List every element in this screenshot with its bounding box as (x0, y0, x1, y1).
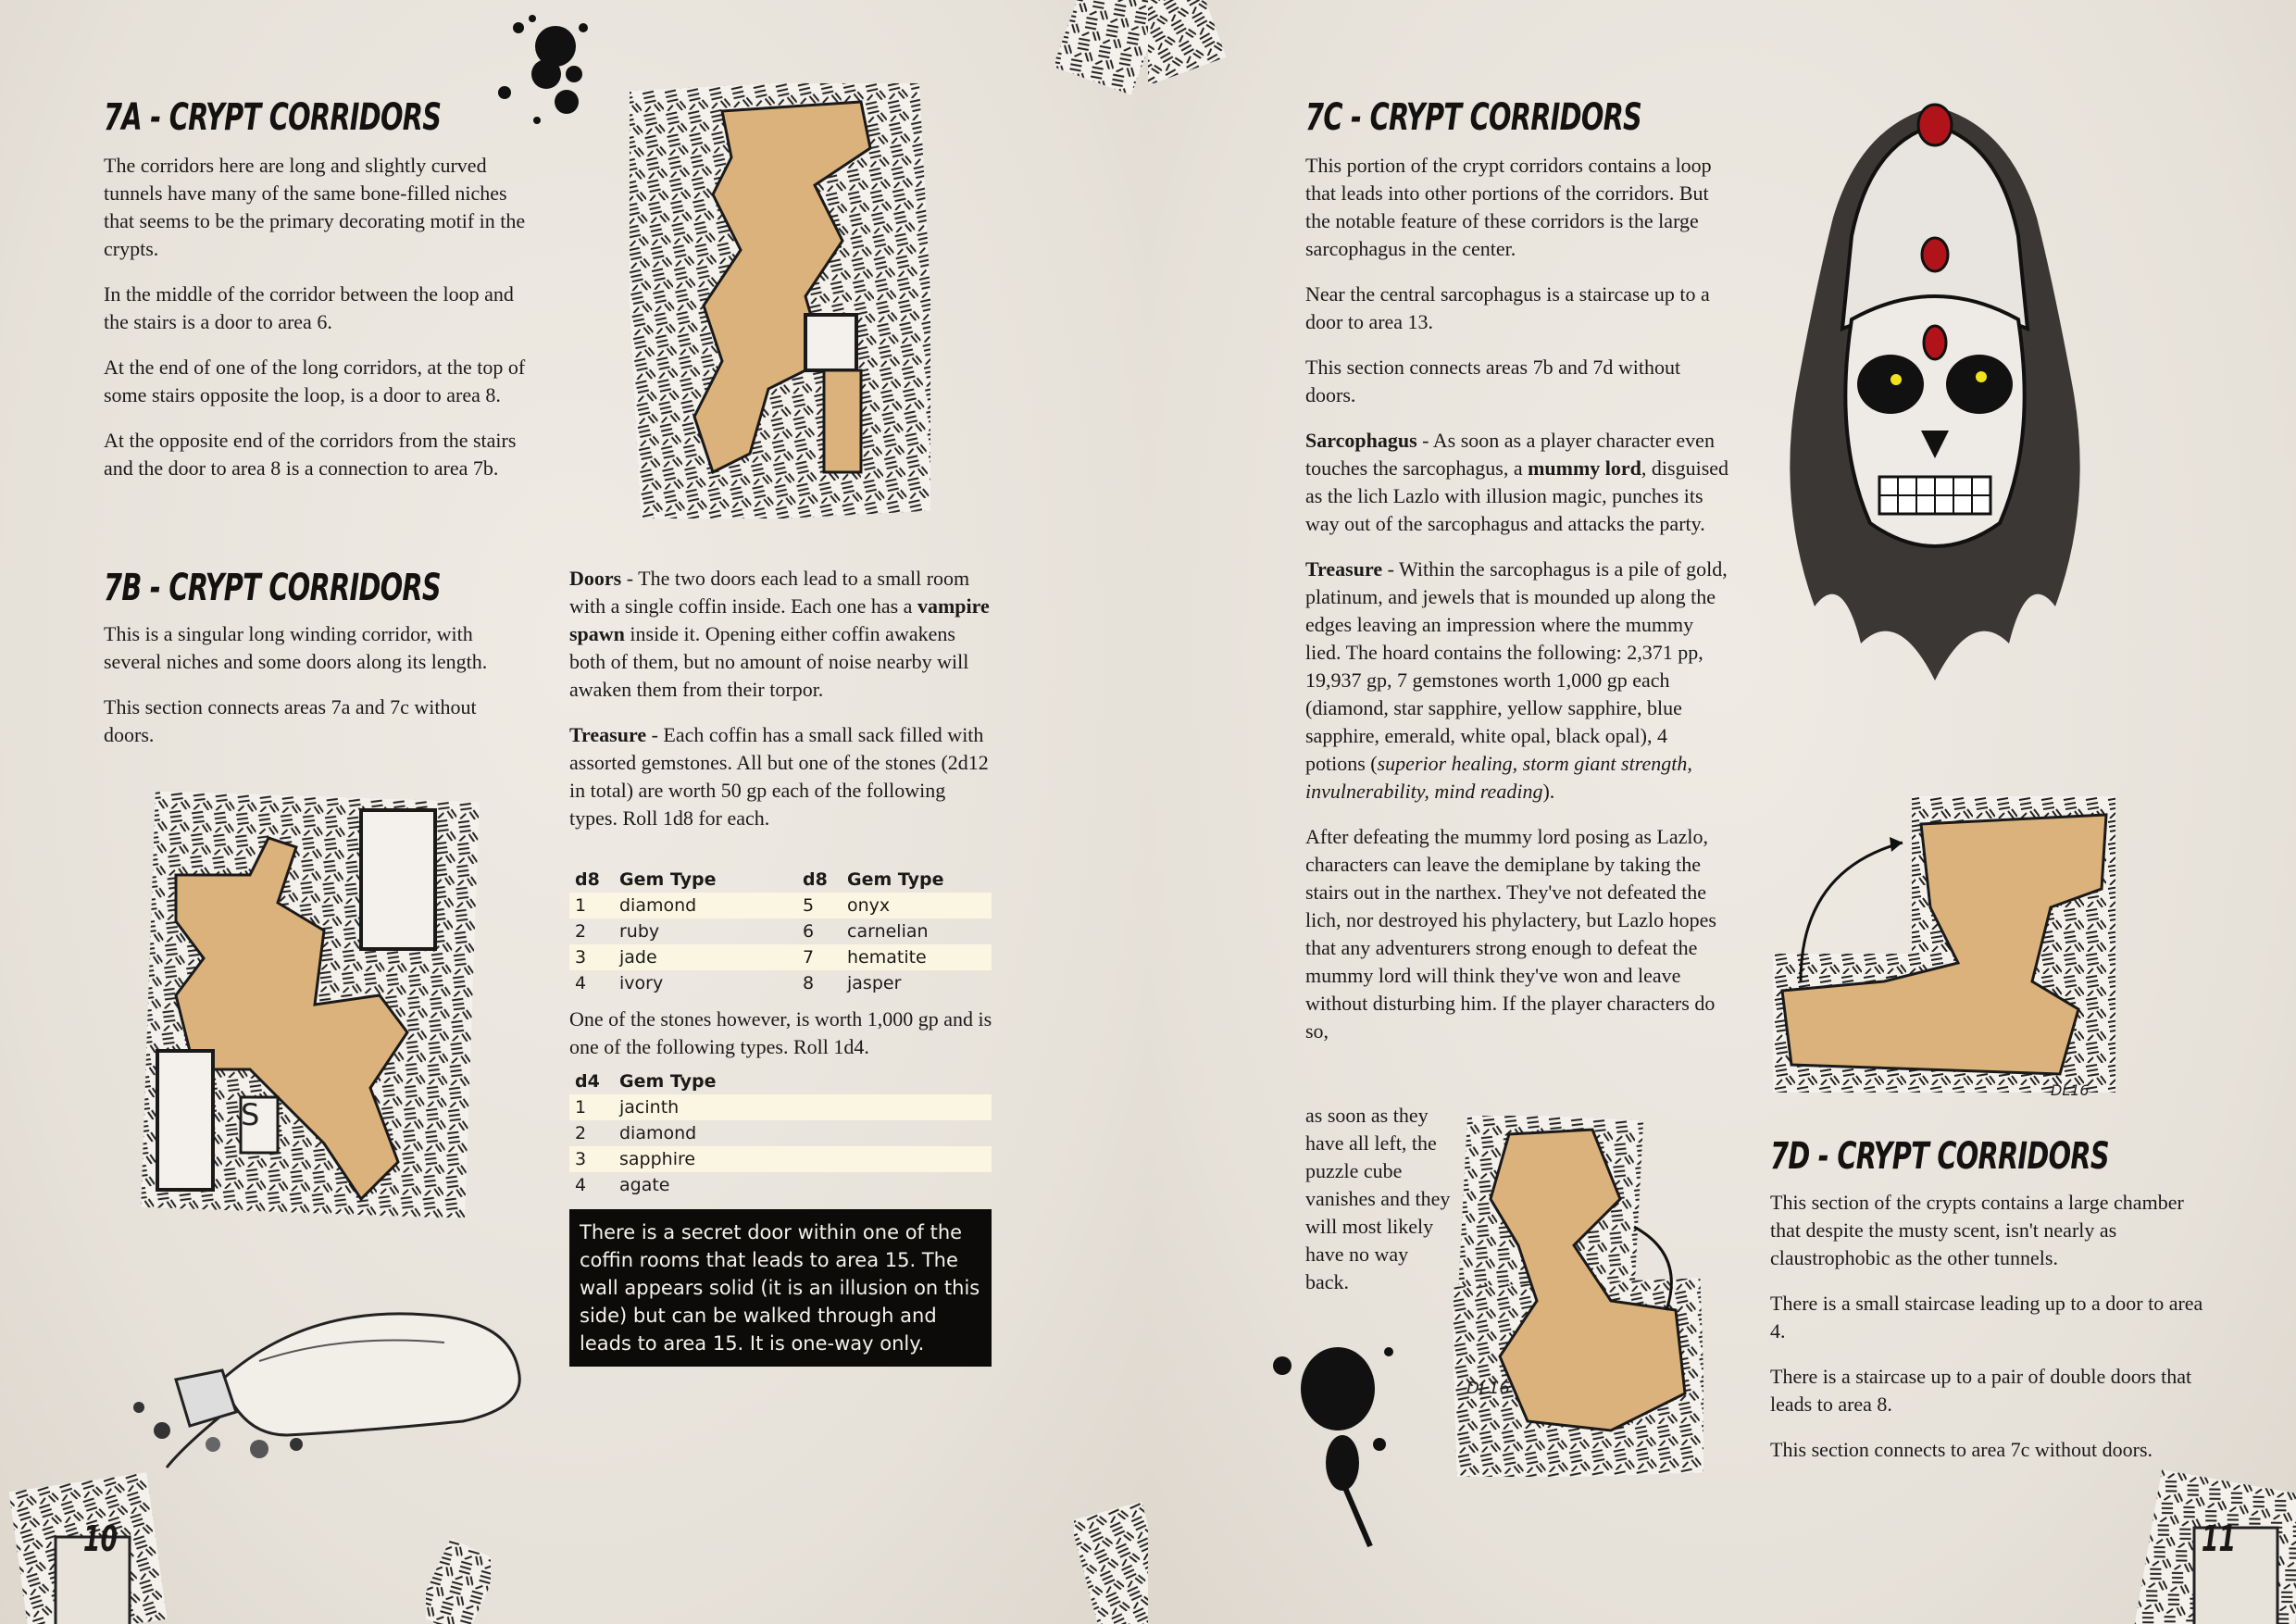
treasure-text-after: ). (1542, 780, 1555, 803)
sarcophagus-paragraph (1305, 427, 1731, 538)
treasure-paragraph (569, 721, 995, 832)
corner-hatch-ornament (1055, 0, 1148, 102)
paragraph: This is a singular long winding corridor, with several niches and some doors along its length. (104, 622, 488, 673)
treasure-text: - Within the sarcophagus is a pile of gold, platinum, and jewels that is mounded up along the edges leaving an impression where the mummy lied. The hoard contains the following: 2,371 pp, 19,937 gp, 7 gemstones worth 1,000 gp each (diamond, star sapphire, yellow sapphire, blue sapphire, emerald, white opal, black opal), 4 potions ( (1305, 557, 1728, 775)
sarcophagus-text: - As soon as a player character even touches the sarcophagus, a (1305, 429, 1715, 480)
map-7c (1454, 1116, 1703, 1477)
section-7d-heading: 7D - CRYPT CORRIDORS (1770, 1135, 2109, 1178)
gem-table-d4 (569, 1068, 992, 1198)
doors-label: Doors (569, 567, 622, 590)
ink-splatter-bottom (1268, 1324, 1407, 1565)
section-7a-text (104, 152, 530, 500)
treasure-label: Treasure (1305, 557, 1383, 581)
secret-door-callout: There is a secret door within one of the coffin rooms that leads to area 15. The wall appears solid (it is an illusion on this side) but can be walked through and leads to area 15. It is one-way only. (569, 1209, 992, 1367)
sarcophagus-text-after: , disguised as the lich Lazlo with illusion magic, punches its way out of the sarcophagus and attacks the party. (1305, 456, 1729, 535)
map-7a (630, 83, 930, 518)
table-header: d4 (575, 1071, 600, 1092)
table-row: 3 jade 7 hematite (569, 944, 992, 970)
map-7b (139, 792, 481, 1218)
table-row: 2 ruby 6 carnelian (575, 921, 929, 942)
potion-list: superior healing, storm giant strength, invulnerability, mind reading (1305, 752, 1692, 803)
treasure-label: Treasure (569, 723, 647, 746)
right-page (1148, 0, 2296, 1624)
section-7c-heading: 7C - CRYPT CORRIDORS (1305, 96, 1642, 139)
after-defeat-paragraph: After defeating the mummy lord posing as Lazlo, characters can leave the demiplane by taking the stairs out in the narthex. They've not defeated the lich, nor destroyed his phylactery, but Lazlo hopes that any adventurers strong enough to defeat the mummy lord will think they've won and leave without disturbing him. If the player characters do so, (1305, 825, 1716, 1043)
table-row: 2 diamond (575, 1123, 697, 1143)
paragraph: Near the central sarcophagus is a staircase up to a door to area 13. (1305, 282, 1710, 333)
paragraph: This section connects to area 7c without doors. (1770, 1438, 2153, 1461)
ink-splatter-top (481, 0, 602, 139)
corner-hatch-ornament (426, 1537, 491, 1624)
mummy-lord-text: mummy lord (1528, 456, 1641, 480)
paragraph: There is a small staircase leading up to a door to area 4. (1770, 1292, 2203, 1343)
table-row: 3 sapphire (569, 1146, 992, 1172)
paragraph: This section of the crypts contains a large chamber that despite the musty scent, isn't nearly as claustrophobic as the other tunnels. (1770, 1191, 2184, 1269)
doors-text-after: inside it. Opening either coffin awakens both of them, but no amount of noise nearby will awaken them from their torpor. (569, 622, 969, 701)
gem-sack-illustration (74, 1268, 555, 1481)
page-number: 11 (2201, 1518, 2236, 1559)
map-label: DL16 (1466, 1379, 1510, 1398)
paragraph: There is a staircase up to a pair of double doors that leads to area 8. (1770, 1365, 2192, 1416)
sarcophagus-label: Sarcophagus (1305, 429, 1417, 452)
paragraph: At the end of one of the long corridors, at the top of some stairs opposite the loop, is a door to area 8. (104, 356, 526, 406)
table-row: 1 jacinth (569, 1094, 992, 1120)
section-7b-heading: 7B - CRYPT CORRIDORS (104, 567, 441, 609)
treasure-paragraph (1305, 556, 1731, 806)
paragraph: The corridors here are long and slightly curved tunnels have many of the same bone-filled niches that seems to be the primary decorating motif in the crypts. (104, 154, 526, 260)
map-label: DL16 (2051, 1081, 2090, 1099)
table-row: 4 agate (575, 1175, 670, 1195)
paragraph: This section connects areas 7a and 7c without doors. (104, 695, 477, 746)
doors-treasure-text (569, 565, 995, 840)
corner-hatch-ornament (1148, 0, 1231, 83)
section-7c-text (1305, 152, 1731, 1045)
table-header: Gem Type (619, 869, 717, 890)
doors-paragraph (569, 565, 995, 704)
paragraph: This section connects areas 7b and 7d without doors. (1305, 356, 1681, 406)
paragraph: At the opposite end of the corridors from the stairs and the door to area 8 is a connection to area 7b. (104, 429, 517, 480)
map-stair-label: S (241, 1097, 260, 1132)
table-header: d8 (575, 869, 600, 890)
gem-table-d8 (569, 867, 992, 996)
vampire-spawn-text: vampire spawn (569, 594, 990, 645)
treasure-text: - Each coffin has a small sack filled with assorted gemstones. All but one of the stones (2d12 in total) are worth 50 gp each of the following types. Roll 1d8 for each. (569, 723, 989, 830)
after-defeat-wrap: as soon as they have all left, the puzzle cube vanishes and they will most likely have no way back. (1305, 1104, 1451, 1293)
paragraph: In the middle of the corridor between the loop and the stairs is a door to area 6. (104, 282, 514, 333)
page-number: 10 (82, 1518, 118, 1559)
section-7b-text (104, 620, 530, 767)
table-row: 1 diamond 5 onyx (569, 893, 992, 918)
map-7d (1773, 796, 2125, 1102)
paragraph: One of the stones however, is worth 1,000 gp and is one of the following types. Roll 1d4. (569, 1007, 992, 1058)
lich-skull-illustration (1759, 88, 2111, 718)
paragraph: This portion of the crypt corridors contains a loop that leads into other portions of the corridors. But the notable feature of these corridors is the large sarcophagus in the center. (1305, 154, 1712, 260)
table-row: 4 ivory 8 jasper (575, 973, 902, 993)
corner-hatch-ornament (1074, 1500, 1148, 1624)
section-7a-heading: 7A - CRYPT CORRIDORS (104, 96, 442, 139)
section-7d-text (1770, 1189, 2205, 1481)
table-header: Gem Type (847, 869, 944, 890)
doors-text: - The two doors each lead to a small room with a single coffin inside. Each one has a (569, 567, 970, 618)
table-header: Gem Type (619, 1071, 717, 1092)
table-header: d8 (803, 869, 828, 890)
